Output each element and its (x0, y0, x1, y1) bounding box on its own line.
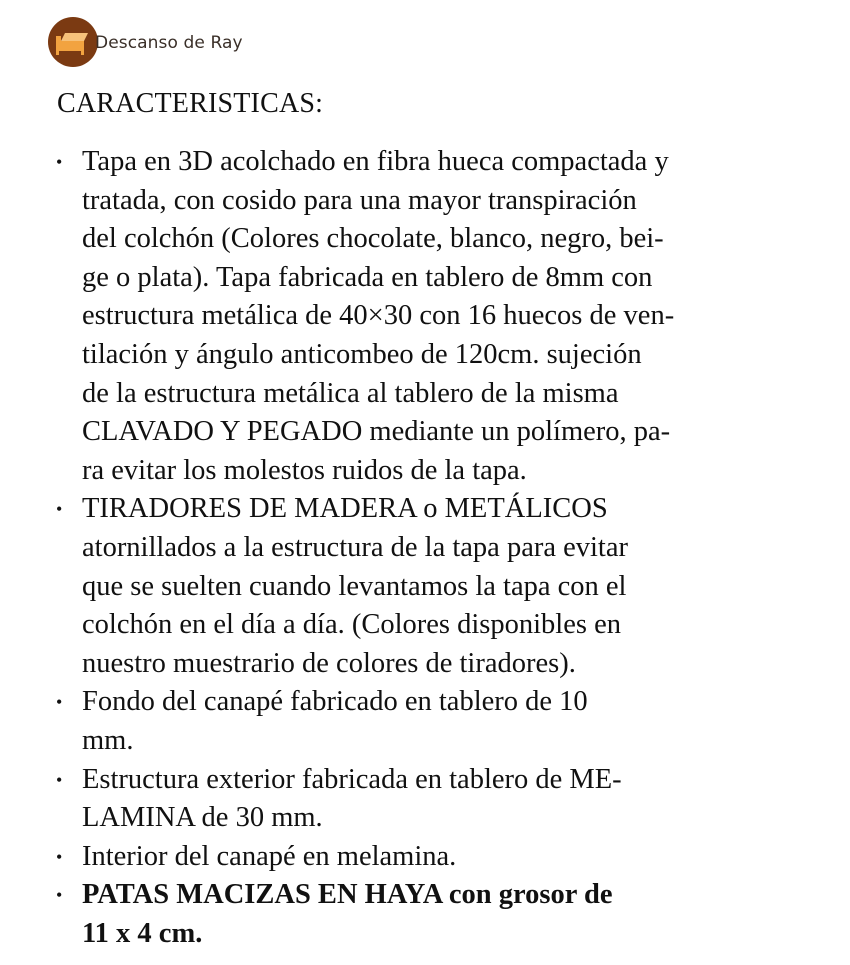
feature-line: mm. (82, 724, 134, 756)
brand-logo (47, 16, 243, 68)
feature-line: nuestro muestrario de colores de tiradores). (82, 647, 576, 679)
feature-item (0, 838, 850, 877)
feature-line: TIRADORES DE MADERA o METÁLICOS (82, 493, 608, 525)
feature-item (0, 490, 850, 683)
bullet-icon: • (56, 846, 63, 867)
feature-line: que se suelten cuando levantamos la tapa con el (82, 570, 627, 602)
feature-line: ra evitar los molestos ruidos de la tapa. (82, 454, 527, 486)
feature-line: Estructura exterior fabricada en tablero de ME- (82, 763, 622, 795)
bullet-icon: • (56, 499, 63, 520)
feature-line: estructura metálica de 40×30 con 16 huecos de ven- (82, 300, 675, 332)
brand-name: Descanso de Ray (95, 33, 243, 53)
feature-line: 11 x 4 cm. (82, 917, 203, 949)
features-list (0, 143, 850, 953)
feature-line: Tapa en 3D acolchado en fibra hueca compactada y (82, 146, 669, 177)
bullet-icon: • (56, 769, 63, 790)
feature-line: tratada, con cosido para una mayor transpiración (82, 184, 637, 216)
feature-item (0, 683, 850, 760)
feature-line: de la estructura metálica al tablero de la misma (82, 377, 619, 409)
feature-line: del colchón (Colores chocolate, blanco, negro, bei- (82, 223, 664, 255)
feature-item (0, 143, 850, 490)
feature-line: Interior del canapé en melamina. (82, 840, 457, 872)
feature-line: CLAVADO Y PEGADO mediante un polímero, pa- (82, 416, 671, 448)
section-heading: CARACTERISTICAS: (57, 88, 324, 119)
feature-line: tilación y ángulo anticombeo de 120cm. sujeción (82, 338, 642, 370)
bullet-icon: • (56, 692, 63, 713)
bullet-icon: • (56, 152, 63, 172)
feature-line: Fondo del canapé fabricado en tablero de 10 (82, 686, 588, 718)
feature-line: PATAS MACIZAS EN HAYA con grosor de (82, 879, 613, 911)
feature-line: LAMINA de 30 mm. (82, 802, 323, 834)
bed-logo-icon (47, 16, 99, 68)
bullet-icon: • (56, 885, 63, 906)
feature-item (0, 761, 850, 838)
feature-line: ge o plata). Tapa fabricada en tablero de 8mm con (82, 261, 653, 293)
feature-line: atornillados a la estructura de la tapa para evitar (82, 531, 628, 563)
feature-line: colchón en el día a día. (Colores disponibles en (82, 609, 621, 641)
feature-item (0, 876, 850, 953)
